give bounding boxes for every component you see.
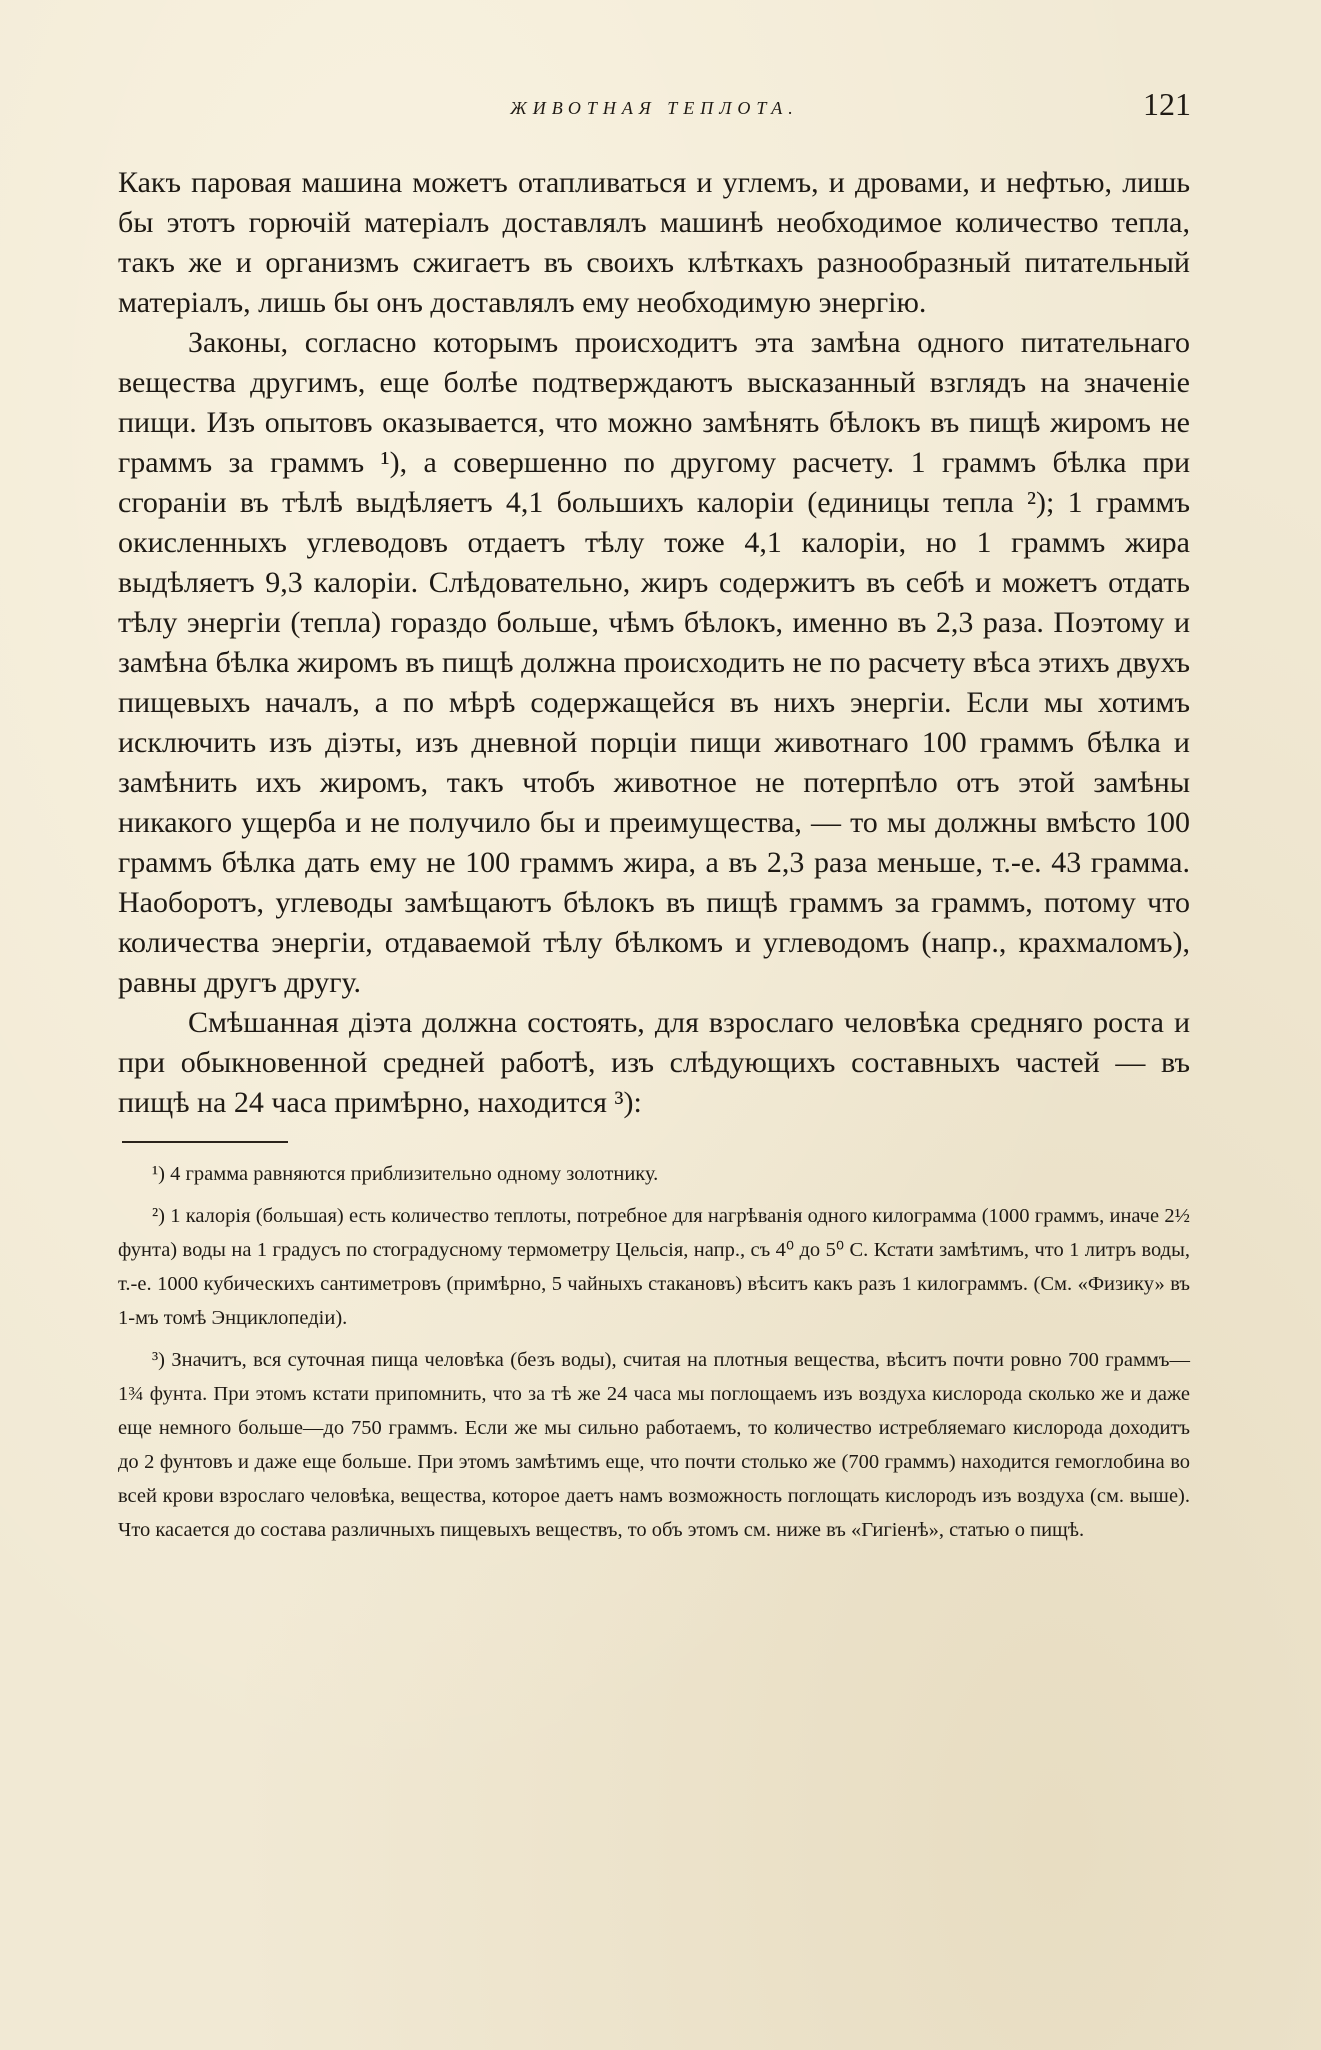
- footnote-divider: [122, 1141, 288, 1143]
- footnote-1: ¹) 4 грамма равняются приблизительно одному золотнику.: [152, 1163, 659, 1185]
- paragraph-3: Смѣшанная діэта должна состоять, для взрослаго человѣка средняго роста и при обыкновенной средней работѣ, изъ слѣдующихъ составныхъ частей — въ пищѣ на 24 часа примѣрно, находится ³):: [118, 1006, 1190, 1119]
- page-header: [118, 86, 1191, 126]
- paragraph-1: Какъ паровая машина можетъ отапливаться и углемъ, и дровами, и нефтью, лишь бы этотъ горючій матеріалъ доставлялъ машинѣ необходимое количество тепла, такъ же и организмъ сжигаетъ въ своихъ клѣткахъ разнообразный питательный матеріалъ, лишь бы онъ доставлялъ ему необходимую энергію.: [118, 166, 1190, 319]
- page-body: [118, 163, 1190, 1555]
- footnote-2: ²) 1 калорія (большая) есть количество теплоты, потребное для нагрѣванія одного килограмма (1000 граммъ, иначе 2½ фунта) воды на 1 градусъ по стоградусному термометру Цельсія, напр., съ 4⁰ до 5⁰ С. Кстати замѣтимъ, что 1 литръ воды, т.-е. 1000 кубическихъ сантиметровъ (примѣрно, 5 чайныхъ стакановъ) вѣситъ какъ разъ 1 килограммъ. (См. «Физику» въ 1-мъ томѣ Энциклопедіи).: [118, 1205, 1190, 1329]
- paragraph-2: Законы, согласно которымъ происходитъ эта замѣна одного питательнаго вещества другимъ, еще болѣе подтверждаютъ высказанный взглядъ на значеніе пищи. Изъ опытовъ оказывается, что можно замѣнять бѣлокъ въ пищѣ жиромъ не граммъ за граммъ ¹), а совершенно по другому расчету. 1 граммъ бѣлка при сгораніи въ тѣлѣ выдѣляетъ 4,1 большихъ калоріи (единицы тепла ²); 1 граммъ окисленныхъ углеводовъ отдаетъ тѣлу тоже 4,1 калоріи, но 1 граммъ жира выдѣляетъ 9,3 калоріи. Слѣдовательно, жиръ содержитъ въ себѣ и можетъ отдать тѣлу энергіи (тепла) гораздо больше, чѣмъ бѣлокъ, именно въ 2,3 раза. Поэтому и замѣна бѣлка жиромъ въ пищѣ должна происходить не по расчету вѣса этихъ двухъ пищевыхъ началъ, а по мѣрѣ содержащейся въ нихъ энергіи. Если мы хотимъ исключить изъ діэты, изъ дневной порціи пищи животнаго 100 граммъ бѣлка и замѣнить ихъ жиромъ, такъ чтобъ животное не потерпѣло отъ этой замѣны никакого ущерба и не получило бы и преимущества, — то мы должны вмѣсто 100 граммъ бѣлка дать ему не 100 граммъ жира, а въ 2,3 раза меньше, т.-е. 43 грамма. Наоборотъ, углеводы замѣщаютъ бѣлокъ въ пищѣ граммъ за граммъ, потому что количества энергіи, отдаваемой тѣлу бѣлкомъ и углеводомъ (напр., крахмаломъ), равны другъ другу.: [118, 326, 1190, 999]
- footnote-3: ³) Значитъ, вся суточная пища человѣка (безъ воды), считая на плотныя вещества, вѣситъ почти ровно 700 граммъ—1¾ фунта. При этомъ кстати припомнить, что за тѣ же 24 часа мы поглощаемъ изъ воздуха кислорода сколько же и даже еще немного больше—до 750 граммъ. Если же мы сильно работаемъ, то количество истребляемаго кислорода доходитъ до 2 фунтовъ и даже еще больше. При этомъ замѣтимъ еще, что почти столько же (700 граммъ) находится гемоглобина во всей крови взрослаго человѣка, вещества, которое даетъ намъ возможность поглощать кислородъ изъ воздуха (см. выше). Что касается до состава различныхъ пищевыхъ веществъ, то объ этомъ см. ниже въ «Гигіенѣ», статью о пищѣ.: [118, 1349, 1190, 1541]
- running-title: ЖИВОТНАЯ ТЕПЛОТА.: [510, 98, 799, 118]
- page-number: 121: [1143, 86, 1191, 122]
